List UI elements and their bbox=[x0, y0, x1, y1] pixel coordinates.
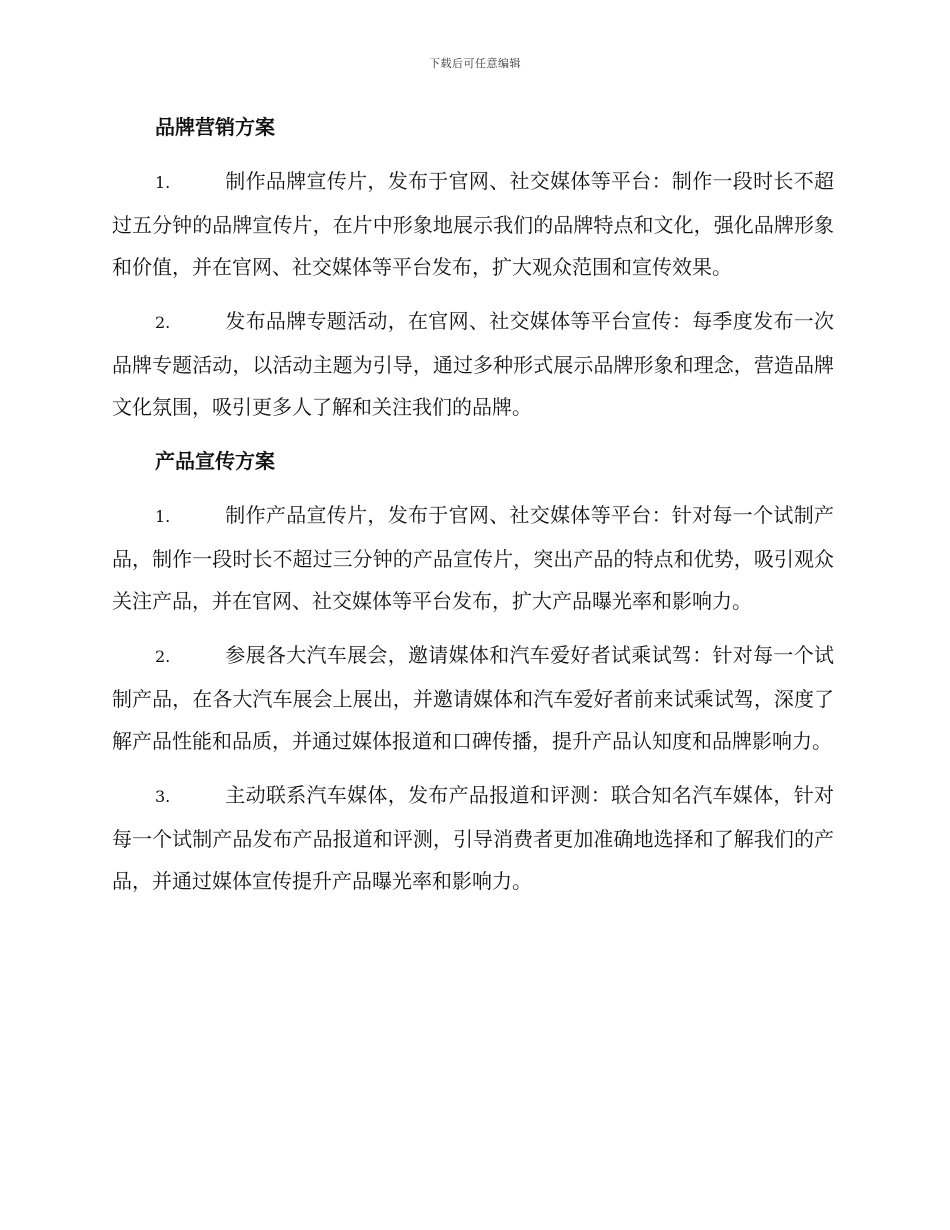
list-number: 2. bbox=[155, 313, 171, 332]
list-item bbox=[112, 494, 834, 622]
list-number: 2. bbox=[155, 647, 171, 666]
list-number: 1. bbox=[155, 507, 171, 526]
section-title-brand-marketing: 品牌营销方案 bbox=[155, 115, 275, 139]
list-item bbox=[112, 774, 834, 902]
list-item bbox=[112, 300, 834, 428]
list-item-text: 主动联系汽车媒体，发布产品报道和评测：联合知名汽车媒体，针对每一个试制产品发布产品报道和评测，引导消费者更加准确地选择和了解我们的产品，并通过媒体宣传提升产品曝光率和影响力。 bbox=[112, 783, 834, 893]
list-item-text: 发布品牌专题活动，在官网、社交媒体等平台宣传：每季度发布一次品牌专题活动，以活动主题为引导，通过多种形式展示品牌形象和理念，营造品牌文化氛围，吸引更多人了解和关注我们的品牌。 bbox=[112, 309, 834, 419]
document-body bbox=[112, 106, 834, 902]
list-item bbox=[112, 160, 834, 288]
list-item-text: 参展各大汽车展会，邀请媒体和汽车爱好者试乘试驾：针对每一个试制产品，在各大汽车展会上展出，并邀请媒体和汽车爱好者前来试乘试驾，深度了解产品性能和品质，并通过媒体报道和口碑传播，提升产品认知度和品牌影响力。 bbox=[112, 643, 834, 753]
list-number: 1. bbox=[155, 173, 171, 192]
list-item bbox=[112, 634, 834, 762]
list-number: 3. bbox=[155, 787, 171, 806]
list-item-text: 制作产品宣传片，发布于官网、社交媒体等平台：针对每一个试制产品，制作一段时长不超过三分钟的产品宣传片，突出产品的特点和优势，吸引观众关注产品，并在官网、社交媒体等平台发布，扩大产品曝光率和影响力。 bbox=[112, 503, 834, 613]
section-title-product-promotion: 产品宣传方案 bbox=[155, 449, 275, 473]
page-header: 下载后可任意编辑 bbox=[429, 57, 521, 70]
list-item-text: 制作品牌宣传片，发布于官网、社交媒体等平台：制作一段时长不超过五分钟的品牌宣传片，在片中形象地展示我们的品牌特点和文化，强化品牌形象和价值，并在官网、社交媒体等平台发布，扩大观众范围和宣传效果。 bbox=[112, 169, 834, 279]
